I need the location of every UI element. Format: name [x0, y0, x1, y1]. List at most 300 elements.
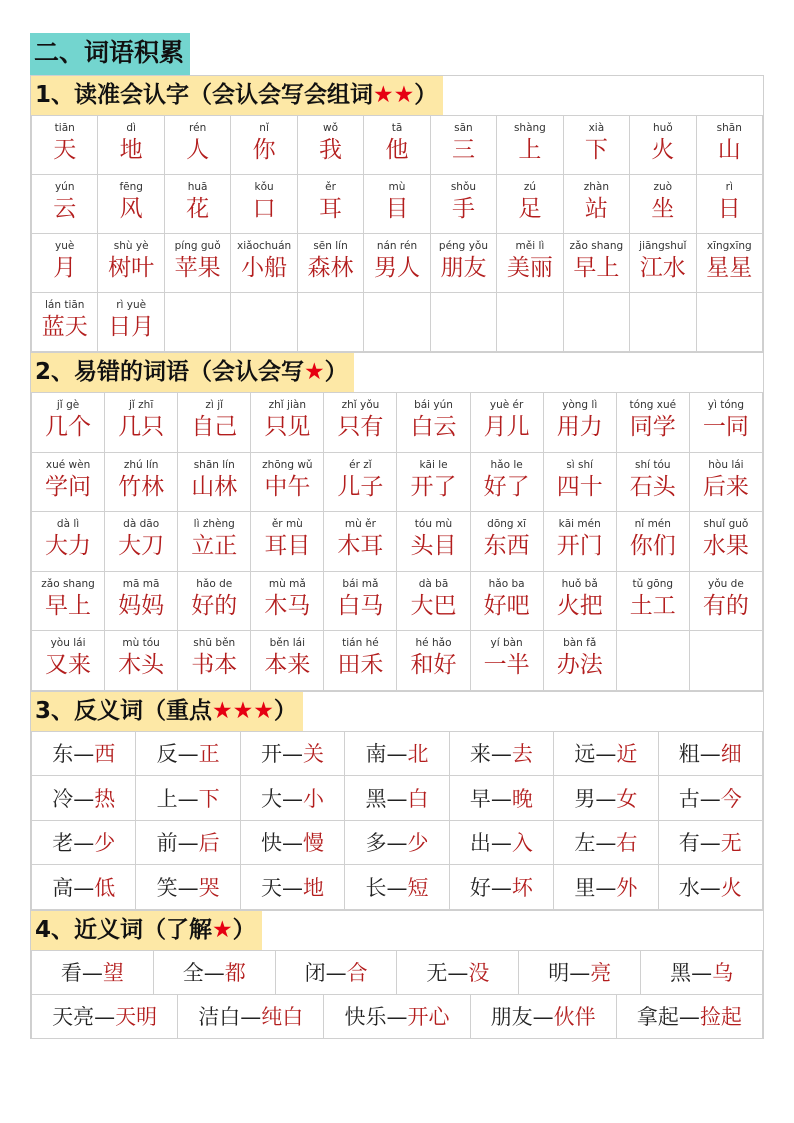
- word-cell: [616, 452, 689, 512]
- word-pair: [658, 865, 762, 910]
- word-pair: [240, 865, 344, 910]
- hanzi: 火把: [556, 592, 603, 619]
- word-cell: [397, 393, 470, 453]
- word-pair: [658, 776, 762, 821]
- pinyin: zhú lín: [123, 458, 159, 471]
- pair-dash: —: [203, 961, 225, 985]
- word-cell: [689, 393, 762, 453]
- pair-second: 后: [198, 831, 220, 856]
- word-cell: [32, 452, 105, 512]
- pair-second: 细: [720, 742, 742, 767]
- pinyin: běn lái: [269, 637, 306, 649]
- hanzi: 水果: [702, 533, 749, 559]
- pinyin: mù ěr: [344, 518, 376, 530]
- pinyin: tóng xué: [629, 399, 677, 411]
- word-pair: [554, 820, 658, 865]
- word-cell: [32, 571, 105, 631]
- hanzi: 木头: [118, 652, 165, 678]
- word-cell: [543, 452, 616, 512]
- word-cell: [98, 175, 164, 234]
- pair-first: 开: [261, 742, 283, 767]
- pinyin: sān: [454, 122, 473, 134]
- pair-second: 纯白: [261, 1005, 304, 1029]
- pinyin: lán tiān: [44, 299, 85, 311]
- word-pair: [449, 776, 553, 821]
- word-pair: [345, 820, 449, 865]
- pair-first: 明: [548, 961, 570, 985]
- pair-second: 去: [511, 742, 533, 767]
- word-cell: [430, 175, 496, 234]
- pinyin: bàn fǎ: [563, 637, 597, 649]
- pinyin: yuè ér: [489, 399, 524, 411]
- hanzi: 月: [53, 255, 77, 281]
- table-row: [32, 512, 763, 572]
- pair-first: 古: [678, 786, 700, 811]
- pinyin: zú: [523, 181, 536, 193]
- word-cell: [32, 512, 105, 572]
- hanzi: 开了: [410, 473, 457, 500]
- word-pair: [397, 950, 519, 994]
- hanzi: 白马: [337, 592, 384, 619]
- word-pair: [153, 950, 275, 994]
- pair-first: 前: [156, 831, 178, 856]
- word-cell: [696, 234, 762, 293]
- pair-dash: —: [177, 786, 199, 811]
- pair-first: 冷: [52, 786, 74, 811]
- word-cell: [630, 116, 696, 175]
- word-cell: [397, 512, 470, 572]
- pair-first: 全: [182, 961, 204, 985]
- word-cell: [324, 512, 397, 572]
- hanzi: 又来: [45, 652, 92, 678]
- pair-first: 快乐: [344, 1005, 387, 1029]
- pair-first: 里: [574, 875, 596, 900]
- section-1-title-suffix: ）: [414, 82, 438, 108]
- word-cell: [364, 293, 430, 352]
- hanzi: 我: [319, 137, 343, 163]
- pair-first: 反: [156, 742, 178, 767]
- hanzi: 月儿: [483, 414, 530, 440]
- pinyin: sì shí: [566, 458, 594, 471]
- pinyin: [497, 299, 562, 312]
- pair-first: 笑: [156, 875, 178, 900]
- section-2-title-text: 2、易错的词语（会认会写: [35, 359, 305, 385]
- table-row: [32, 393, 763, 453]
- word-cell: [164, 234, 230, 293]
- pair-dash: —: [94, 1005, 116, 1029]
- pair-second: 北: [407, 742, 429, 767]
- pinyin: dà dāo: [123, 518, 160, 530]
- word-cell: [231, 234, 297, 293]
- pair-second: 少: [94, 831, 116, 856]
- pair-second: 右: [616, 831, 638, 856]
- pinyin: hòu lái: [708, 458, 744, 471]
- hanzi: 大巴: [410, 592, 457, 619]
- hanzi: 竹林: [118, 473, 165, 500]
- pair-first: 左: [574, 831, 596, 856]
- pinyin: nǐ: [259, 122, 269, 134]
- pair-dash: —: [691, 961, 713, 985]
- section-3-title: [31, 692, 303, 731]
- hanzi: 大力: [45, 533, 92, 559]
- pinyin: píng guǒ: [174, 240, 221, 252]
- pair-dash: —: [73, 742, 95, 767]
- hanzi: 足: [518, 196, 542, 222]
- pinyin: shǒu: [450, 181, 477, 193]
- hanzi: 只见: [264, 414, 311, 440]
- word-cell: [397, 452, 470, 512]
- hanzi: 好吧: [483, 592, 530, 619]
- table-row: [32, 950, 763, 994]
- word-cell: [231, 293, 297, 352]
- table-row: [32, 776, 763, 821]
- section-3-title-text: 3、反义词（重点: [35, 697, 213, 724]
- word-cell: [696, 175, 762, 234]
- word-cell: [98, 234, 164, 293]
- hanzi: 花: [186, 196, 210, 222]
- pinyin: rén: [189, 122, 207, 134]
- pair-first: 洁白: [198, 1005, 241, 1029]
- section-2: [30, 352, 764, 691]
- table-row: [32, 731, 763, 776]
- word-pair: [136, 865, 240, 910]
- table-row: [32, 571, 763, 631]
- pair-dash: —: [490, 786, 512, 811]
- word-cell: [470, 452, 543, 512]
- table-row: [32, 116, 763, 175]
- word-cell: [630, 293, 696, 352]
- pair-second: 今: [720, 786, 742, 811]
- word-cell: [251, 631, 324, 691]
- word-pair: [554, 731, 658, 776]
- pair-second: 亮: [590, 961, 612, 985]
- word-cell: [696, 293, 762, 352]
- pinyin: zuò: [653, 181, 673, 193]
- word-cell: [497, 293, 563, 352]
- hanzi: 几只: [118, 414, 165, 440]
- word-pair: [470, 994, 616, 1038]
- pair-first: 好: [469, 875, 491, 900]
- word-pair: [136, 776, 240, 821]
- pair-second: 哭: [198, 875, 220, 900]
- word-cell: [32, 293, 98, 352]
- word-cell: [497, 234, 563, 293]
- hanzi: 星星: [706, 255, 753, 281]
- section-3-title-suffix: ）: [273, 697, 297, 724]
- hanzi: 地: [119, 137, 143, 163]
- pinyin: ěr mù: [271, 518, 303, 530]
- pair-second: 都: [224, 961, 246, 985]
- pinyin: ěr: [325, 181, 336, 193]
- word-cell: [430, 116, 496, 175]
- pair-second: 小: [303, 786, 325, 811]
- pair-second: 坏: [511, 875, 533, 900]
- pinyin: hé hǎo: [415, 637, 452, 649]
- word-cell: [543, 512, 616, 572]
- word-pair: [449, 865, 553, 910]
- pair-first: 大: [261, 786, 283, 811]
- word-cell: [397, 571, 470, 631]
- pair-dash: —: [699, 831, 721, 856]
- word-pair: [178, 994, 324, 1038]
- hanzi: 头目: [410, 533, 457, 559]
- pair-first: 高: [52, 875, 74, 900]
- word-cell: [32, 631, 105, 691]
- section-1-title: [31, 76, 443, 115]
- pair-second: 少: [407, 831, 429, 856]
- pinyin: sēn lín: [313, 240, 348, 252]
- pair-first: 黑: [365, 786, 387, 811]
- section-2-stars: ★: [304, 359, 325, 385]
- hanzi: 下: [584, 137, 608, 163]
- pinyin: nán rén: [376, 240, 418, 252]
- word-cell: [470, 393, 543, 453]
- hanzi: 白云: [410, 414, 457, 440]
- pair-dash: —: [490, 831, 512, 856]
- hanzi: 苹果: [174, 255, 221, 281]
- pinyin: rì: [725, 181, 733, 193]
- hanzi: 山: [717, 137, 741, 163]
- section-4-table-row2: [31, 994, 763, 1039]
- pair-second: 低: [94, 875, 116, 900]
- word-cell: [470, 571, 543, 631]
- pinyin: mù mǎ: [268, 577, 306, 590]
- pinyin: hǎo ba: [488, 577, 525, 590]
- pair-first: 老: [52, 831, 74, 856]
- hanzi: 中午: [264, 473, 311, 500]
- pinyin: shān lín: [193, 458, 235, 471]
- table-row: [32, 865, 763, 910]
- pair-dash: —: [699, 742, 721, 767]
- pinyin: tián hé: [342, 637, 379, 649]
- hanzi: 日月: [108, 314, 155, 340]
- word-cell: [164, 293, 230, 352]
- section-1-table: [31, 115, 763, 352]
- pair-first: 长: [365, 875, 387, 900]
- pinyin: shān: [716, 122, 742, 134]
- pinyin: [431, 299, 496, 312]
- pair-dash: —: [595, 742, 617, 767]
- word-pair: [641, 950, 763, 994]
- pinyin: huǒ bǎ: [561, 577, 598, 590]
- word-cell: [563, 116, 629, 175]
- word-pair: [658, 731, 762, 776]
- word-cell: [364, 116, 430, 175]
- word-cell: [470, 631, 543, 691]
- word-pair: [275, 950, 397, 994]
- pair-second: 晚: [511, 786, 533, 811]
- pinyin: shí tóu: [635, 458, 671, 471]
- pair-first: 东: [52, 742, 74, 767]
- word-cell: [543, 631, 616, 691]
- hanzi: 土工: [629, 592, 676, 619]
- word-cell: [430, 293, 496, 352]
- word-cell: [178, 512, 251, 572]
- hanzi: 目: [385, 196, 409, 222]
- pinyin: mù tóu: [122, 637, 160, 649]
- pair-dash: —: [699, 786, 721, 811]
- hanzi: 口: [252, 196, 276, 222]
- word-pair: [345, 731, 449, 776]
- hanzi: 同学: [629, 414, 676, 440]
- pinyin: yuè: [55, 240, 75, 252]
- hanzi: 早上: [45, 592, 92, 619]
- word-cell: [297, 175, 363, 234]
- word-pair: [345, 776, 449, 821]
- pair-dash: —: [386, 742, 408, 767]
- word-cell: [324, 571, 397, 631]
- word-cell: [324, 452, 397, 512]
- hanzi: 风: [119, 196, 143, 222]
- word-cell: [616, 512, 689, 572]
- section-3: [30, 691, 764, 910]
- pair-second: 白: [407, 786, 429, 811]
- hanzi: 好了: [483, 473, 530, 500]
- pair-first: 上: [156, 786, 178, 811]
- hanzi: 云: [53, 196, 77, 222]
- pinyin: yí bàn: [490, 637, 523, 649]
- pair-first: 朋友: [490, 1005, 533, 1029]
- hanzi: 妈妈: [118, 592, 165, 619]
- pair-second: 入: [511, 831, 533, 856]
- pair-first: 天亮: [52, 1005, 95, 1029]
- pair-second: 望: [102, 961, 124, 985]
- pair-dash: —: [386, 786, 408, 811]
- hanzi: 用力: [556, 414, 603, 440]
- pair-dash: —: [282, 786, 304, 811]
- pinyin: dōng xī: [487, 518, 527, 530]
- pair-second: 天明: [115, 1005, 158, 1029]
- pair-second: 无: [720, 831, 742, 856]
- pair-second: 捡起: [699, 1005, 742, 1029]
- hanzi: 一半: [483, 652, 530, 678]
- pinyin: shū běn: [193, 637, 236, 649]
- hanzi: 你们: [629, 533, 676, 559]
- pinyin: hǎo le: [490, 458, 523, 471]
- table-row: [32, 293, 763, 352]
- pair-dash: —: [699, 875, 721, 900]
- pinyin: zhōng wǔ: [262, 458, 313, 471]
- pinyin: [564, 299, 629, 312]
- pair-second: 乌: [712, 961, 734, 985]
- hanzi: 早上: [573, 255, 620, 281]
- pinyin: mù: [388, 181, 406, 193]
- pinyin: jǐ zhī: [129, 399, 154, 411]
- pinyin: shù yè: [113, 240, 149, 252]
- word-cell: [616, 571, 689, 631]
- hanzi: 自己: [191, 414, 238, 440]
- table-row: [32, 631, 763, 691]
- word-pair: [449, 820, 553, 865]
- word-cell: [297, 293, 363, 352]
- pinyin: [231, 299, 296, 312]
- word-cell: [251, 571, 324, 631]
- hanzi: 大刀: [118, 533, 165, 559]
- page-title: 二、词语积累: [30, 33, 190, 75]
- word-cell: [105, 512, 178, 572]
- pinyin: nǐ mén: [634, 518, 671, 530]
- pair-second: 慢: [303, 831, 325, 856]
- pinyin: zì jǐ: [205, 399, 224, 411]
- word-cell: [430, 234, 496, 293]
- word-cell: [105, 631, 178, 691]
- pair-first: 粗: [678, 742, 700, 767]
- pinyin: shàng: [513, 122, 546, 134]
- table-row: [32, 234, 763, 293]
- word-cell: [364, 234, 430, 293]
- pair-dash: —: [282, 831, 304, 856]
- pinyin: wǒ: [323, 122, 339, 134]
- word-cell: [251, 512, 324, 572]
- pair-dash: —: [386, 875, 408, 900]
- word-cell: [231, 175, 297, 234]
- word-cell: [324, 393, 397, 453]
- pinyin: měi lì: [515, 240, 545, 252]
- pinyin: yòng lì: [562, 399, 598, 411]
- word-cell: [98, 293, 164, 352]
- word-pair: [32, 776, 136, 821]
- hanzi: 坐: [651, 196, 675, 222]
- pair-first: 拿起: [636, 1005, 679, 1029]
- section-4-stars: ★: [212, 916, 233, 943]
- pinyin: tǔ gōng: [632, 577, 674, 590]
- pinyin: xué wèn: [45, 458, 91, 471]
- word-pair: [449, 731, 553, 776]
- pair-dash: —: [386, 831, 408, 856]
- section-2-title-suffix: ）: [324, 359, 348, 385]
- word-cell: [497, 116, 563, 175]
- section-3-stars: ★★★: [212, 697, 274, 724]
- word-cell: [105, 393, 178, 453]
- word-cell: [616, 631, 689, 691]
- pinyin: kāi le: [419, 458, 448, 471]
- pair-second: 外: [616, 875, 638, 900]
- word-cell: [616, 393, 689, 453]
- pinyin: dà bā: [418, 577, 449, 590]
- hanzi: 手: [451, 196, 475, 222]
- word-pair: [345, 865, 449, 910]
- pair-second: 伙伴: [553, 1005, 596, 1029]
- word-pair: [136, 731, 240, 776]
- pinyin: bái yún: [414, 399, 453, 411]
- pair-dash: —: [177, 831, 199, 856]
- pair-dash: —: [595, 786, 617, 811]
- pinyin: péng yǒu: [438, 240, 488, 252]
- pinyin: xiǎochuán: [237, 240, 292, 252]
- hanzi: 日: [717, 196, 741, 222]
- hanzi: 后来: [702, 473, 749, 500]
- hanzi: 本来: [264, 652, 311, 678]
- hanzi: 田禾: [337, 652, 384, 678]
- pinyin: ér zǐ: [349, 458, 372, 471]
- pinyin: mā mā: [122, 577, 160, 590]
- word-cell: [397, 631, 470, 691]
- section-4-title-suffix: ）: [232, 916, 256, 943]
- pair-second: 开心: [407, 1005, 450, 1029]
- hanzi: 站: [584, 196, 608, 222]
- pinyin: zǎo shang: [41, 577, 95, 590]
- word-cell: [32, 234, 98, 293]
- hanzi: 石头: [629, 473, 676, 500]
- pair-second: 热: [94, 786, 116, 811]
- pair-second: 地: [303, 875, 325, 900]
- pair-first: 多: [365, 831, 387, 856]
- hanzi: 立正: [191, 533, 238, 559]
- pair-second: 关: [303, 742, 325, 767]
- pair-dash: —: [240, 1005, 262, 1029]
- pinyin: yǒu de: [708, 577, 744, 590]
- word-cell: [105, 452, 178, 512]
